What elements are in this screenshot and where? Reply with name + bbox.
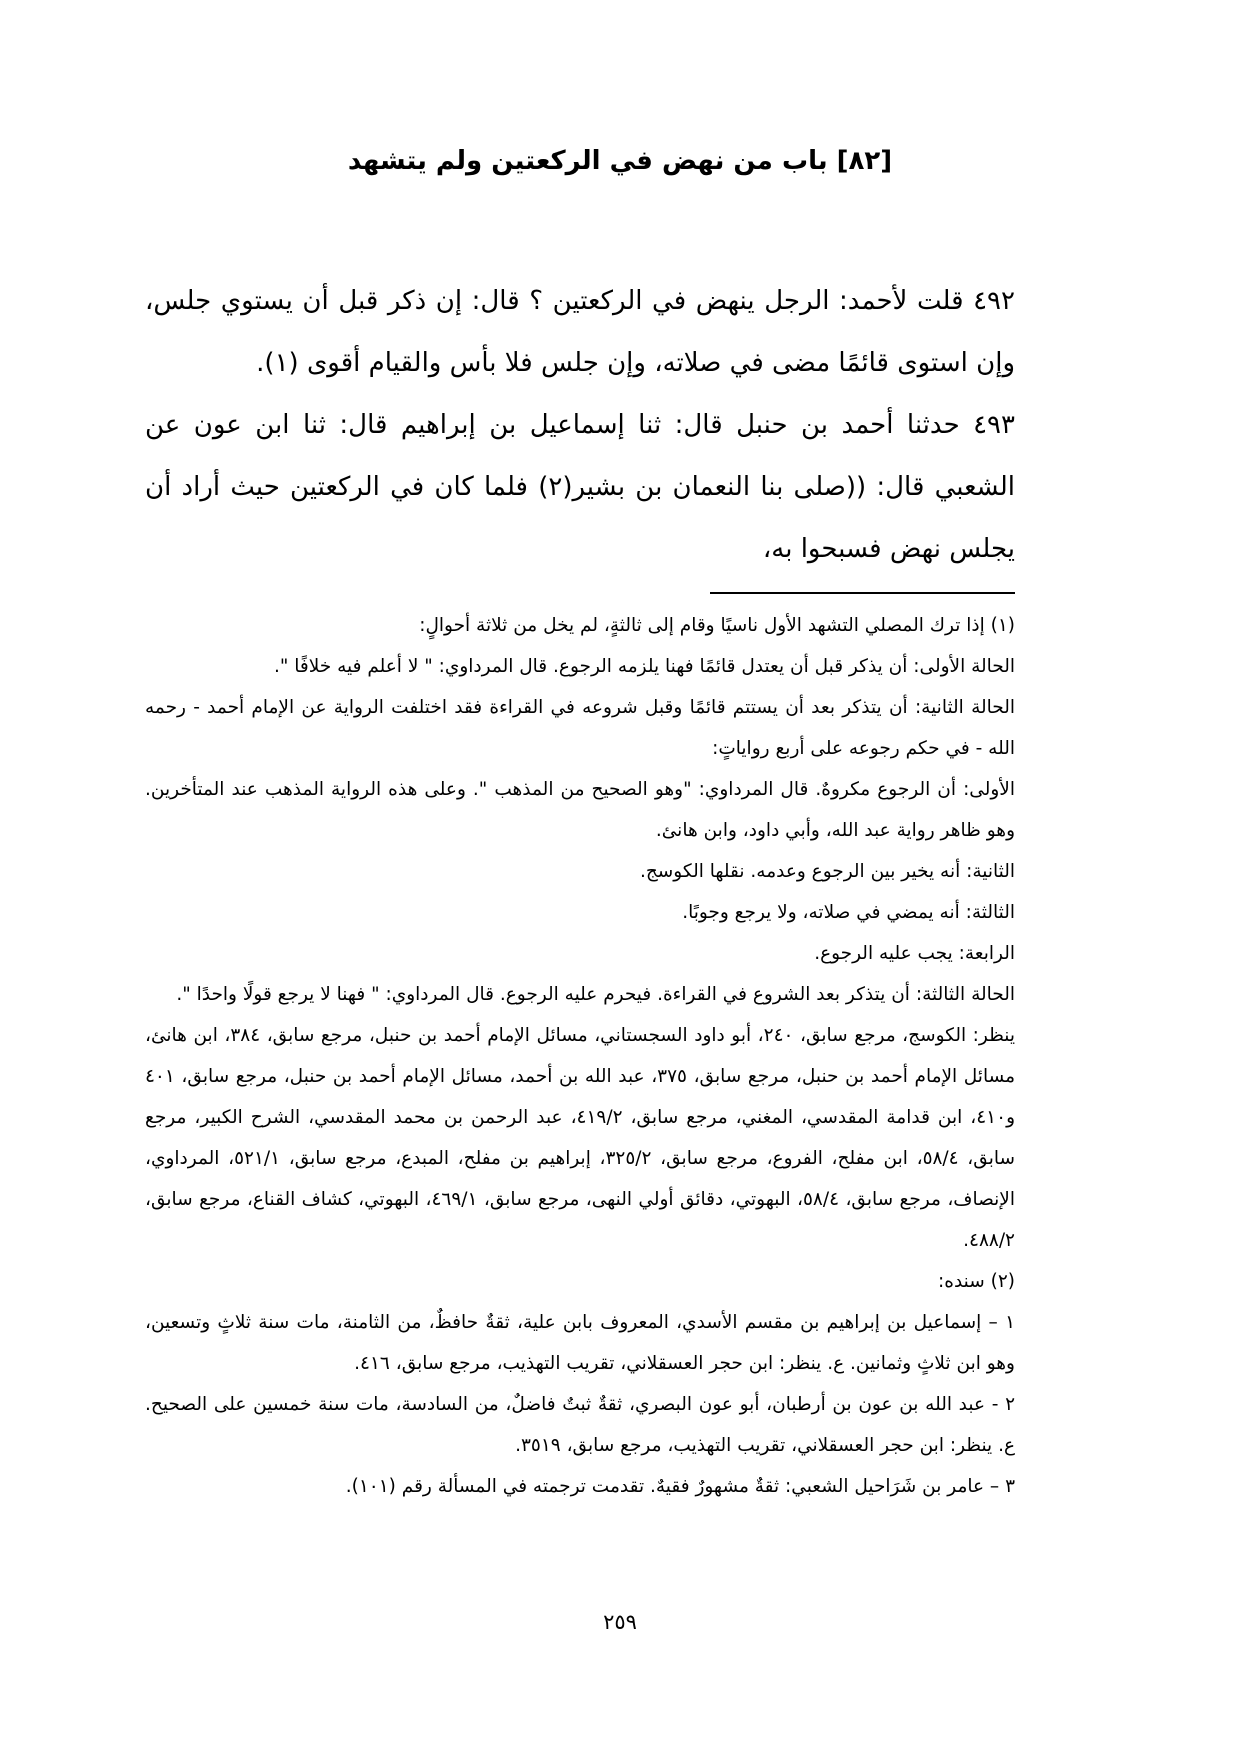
footnote-line: الثالثة: أنه يمضي في صلاته، ولا يرجع وجوبًا. — [682, 902, 1015, 923]
footnote-line: الرابعة: يجب عليه الرجوع. — [814, 943, 1015, 964]
main-text — [145, 270, 1015, 580]
footnote-line: الحالة الثانية: أن يتذكر بعد أن يستتم قائمًا وقبل شروعه في القراءة فقد اختلفت الرواية عن الإمام أحمد - رحمه الله - في حكم رجوعه على أربع رواياتٍ: — [145, 697, 1015, 759]
footnote-line: الحالة الأولى: أن يذكر قبل أن يعتدل قائمًا فهنا يلزمه الرجوع. قال المرداوي: " لا أعلم فيه خلافًا ". — [274, 656, 1015, 677]
footnote-line: (١) إذا ترك المصلي التشهد الأول ناسيًا وقام إلى ثالثةٍ، لم يخل من ثلاثة أحوالٍ: — [419, 615, 1015, 636]
footnote-line: (٢) سنده: — [938, 1271, 1015, 1292]
page-number: ٢٥٩ — [603, 1610, 637, 1634]
chapter-heading: [٨٢] باب من نهض في الركعتين ولم يتشهد — [347, 146, 893, 176]
footnote-line: ١ – إسماعيل بن إبراهيم بن مقسم الأسدي، المعروف بابن علية، ثقةٌ حافظٌ، من الثامنة، مات سنة ثلاثٍ وتسعين، وهو ابن ثلاثٍ وثمانين. ع. ينظر: ابن حجر العسقلاني، تقريب التهذيب، مرجع سابق، ٤١٦. — [145, 1312, 1015, 1374]
footnote-divider — [710, 592, 1015, 594]
footnote-line: ٢ - عبد الله بن عون بن أرطبان، أبو عون البصري، ثقةٌ ثبتٌ فاضلٌ، من السادسة، مات سنة خمسين على الصحيح. ع. ينظر: ابن حجر العسقلاني، تقريب التهذيب، مرجع سابق، ٣٥١٩. — [145, 1394, 1015, 1456]
footnote-line: الثانية: أنه يخير بين الرجوع وعدمه. نقلها الكوسج. — [639, 861, 1015, 882]
footnote-line: الحالة الثالثة: أن يتذكر بعد الشروع في القراءة. فيحرم عليه الرجوع. قال المرداوي: " فهنا لا يرجع قولًا واحدًا ". — [176, 984, 1015, 1005]
paragraph: ٤٩٣ حدثنا أحمد بن حنبل قال: ثنا إسماعيل بن إبراهيم قال: ثنا ابن عون عن الشعبي قال: ((صلى بنا النعمان بن بشير(٢) فلما كان في الركعتين حيث أراد أن يجلس نهض فسبحوا به، — [145, 410, 1015, 564]
footnote-line: الأولى: أن الرجوع مكروهٌ. قال المرداوي: "وهو الصحيح من المذهب ". وعلى هذه الرواية المذهب عند المتأخرين. وهو ظاهر رواية عبد الله، وأبي داود، وابن هانئ. — [145, 779, 1015, 841]
footnote-line: ينظر: الكوسج، مرجع سابق، ٢٤٠، أبو داود السجستاني، مسائل الإمام أحمد بن حنبل، مرجع سابق، ٣٨٤، ابن هانئ، مسائل الإمام أحمد بن حنبل، مرجع سابق، ٣٧٥، عبد الله بن أحمد، مسائل الإمام أحمد بن حنبل، مرجع سابق، ٤٠١ و٤١٠، ابن قدامة المقدسي، المغني، مرجع سابق، ٤١٩/٢، عبد الرحمن بن محمد المقدسي، الشرح الكبير، مرجع سابق، ٥٨/٤، ابن مفلح، الفروع، مرجع سابق، ٣٢٥/٢، إبراهيم بن مفلح، المبدع، مرجع سابق، ٥٢١/١، المرداوي، الإنصاف، مرجع سابق، ٥٨/٤، البهوتي، دقائق أولي النهى، مرجع سابق، ٤٦٩/١، البهوتي، كشاف القناع، مرجع سابق، ٤٨٨/٢. — [145, 1025, 1016, 1251]
paragraph: ٤٩٢ قلت لأحمد: الرجل ينهض في الركعتين ؟ قال: إن ذكر قبل أن يستوي جلس، وإن استوى قائمًا مضى في صلاته، وإن جلس فلا بأس والقيام أقوى (١). — [145, 286, 1015, 378]
footnote-line: ٣ – عامر بن شَرَاحيل الشعبي: ثقةٌ مشهورٌ فقيهٌ. تقدمت ترجمته في المسألة رقم (١٠١). — [345, 1476, 1015, 1497]
footnotes — [145, 605, 1015, 1507]
